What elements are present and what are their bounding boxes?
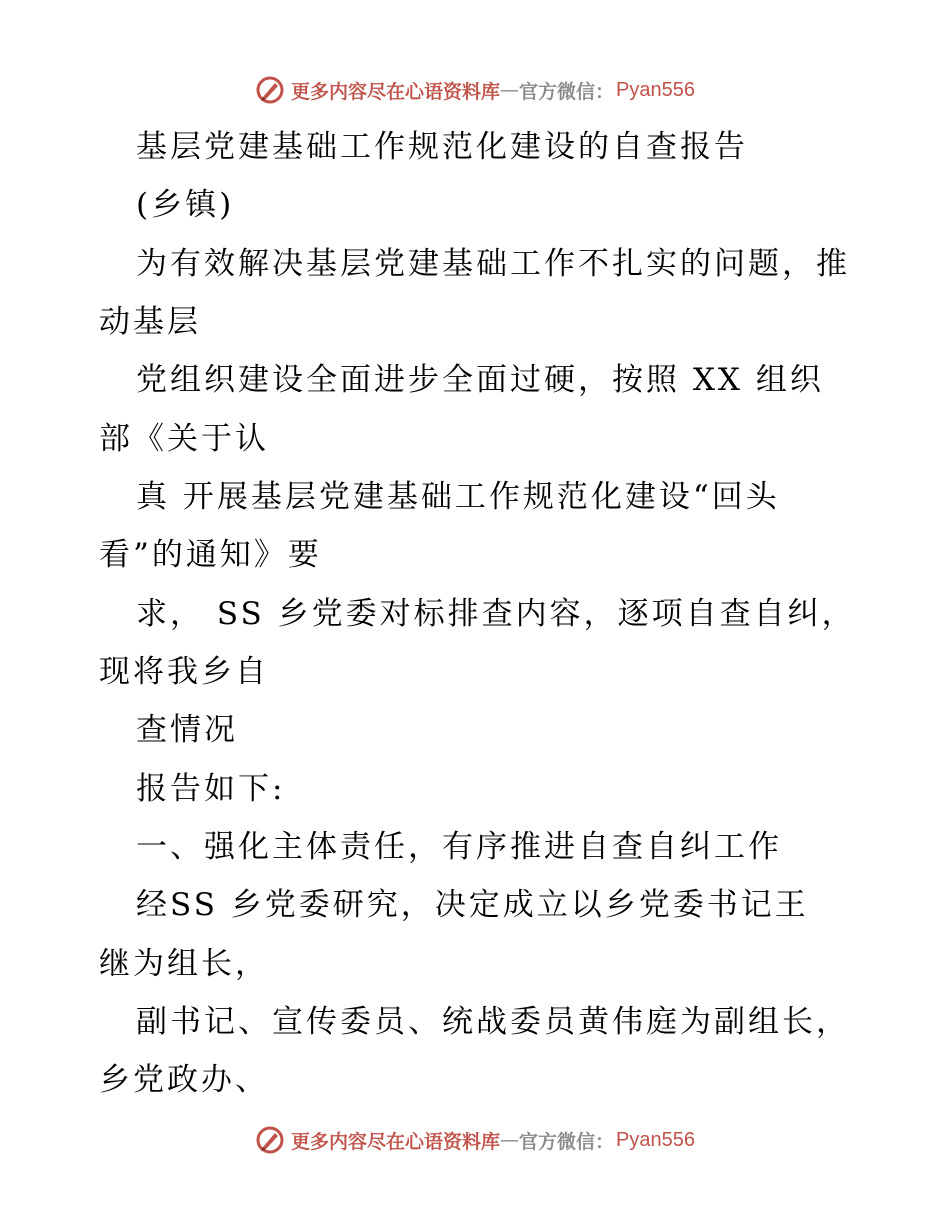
watermark-wechat-id: Pyan556 <box>616 78 695 101</box>
paragraph-line: 求， SS 乡党委对标排查内容，逐项自查自纠， <box>136 596 856 632</box>
footer-watermark <box>0 1120 950 1160</box>
paragraph-line: 现将我乡自 <box>99 654 269 690</box>
section-heading: 一、强化主体责任，有序推进自查自纠工作 <box>136 829 782 865</box>
paragraph-line: 真 开展基层党建基础工作规范化建设“回头 <box>136 479 780 515</box>
paragraph-line: 查情况 <box>136 712 238 748</box>
paragraph-line: 经SS 乡党委研究，决定成立以乡党委书记王 <box>136 887 809 923</box>
document-title: 基层党建基础工作规范化建设的自查报告 <box>136 129 748 165</box>
paragraph-line: 继为组长， <box>99 946 269 982</box>
paragraph-line: 副书记、宣传委员、统战委员黄伟庭为副组长， <box>136 1004 850 1040</box>
watermark-separator: — <box>500 1129 520 1151</box>
watermark-brand: 更多内容尽在心语资料库 <box>291 1130 501 1153</box>
paragraph-line: 为有效解决基层党建基础工作不扎实的问题，推 <box>136 246 850 282</box>
paragraph-line: 看”的通知》要 <box>99 537 322 573</box>
watermark-separator: — <box>500 79 520 101</box>
watermark-brand: 更多内容尽在心语资料库 <box>291 80 501 103</box>
pen-circle-logo-icon <box>255 1125 285 1155</box>
watermark-label: 官方微信： <box>519 80 615 103</box>
watermark-label: 官方微信： <box>519 1130 615 1153</box>
watermark-wechat-id: Pyan556 <box>616 1128 695 1151</box>
paragraph-line: 报告如下: <box>136 771 286 807</box>
paragraph-line: 党组织建设全面进步全面过硬，按照 XX 组织 <box>136 362 824 398</box>
paragraph-line: 乡党政办、 <box>99 1062 269 1098</box>
document-subtitle: (乡镇) <box>136 187 235 223</box>
paragraph-line: 动基层 <box>99 304 201 340</box>
paragraph-line: 部《关于认 <box>99 421 269 457</box>
